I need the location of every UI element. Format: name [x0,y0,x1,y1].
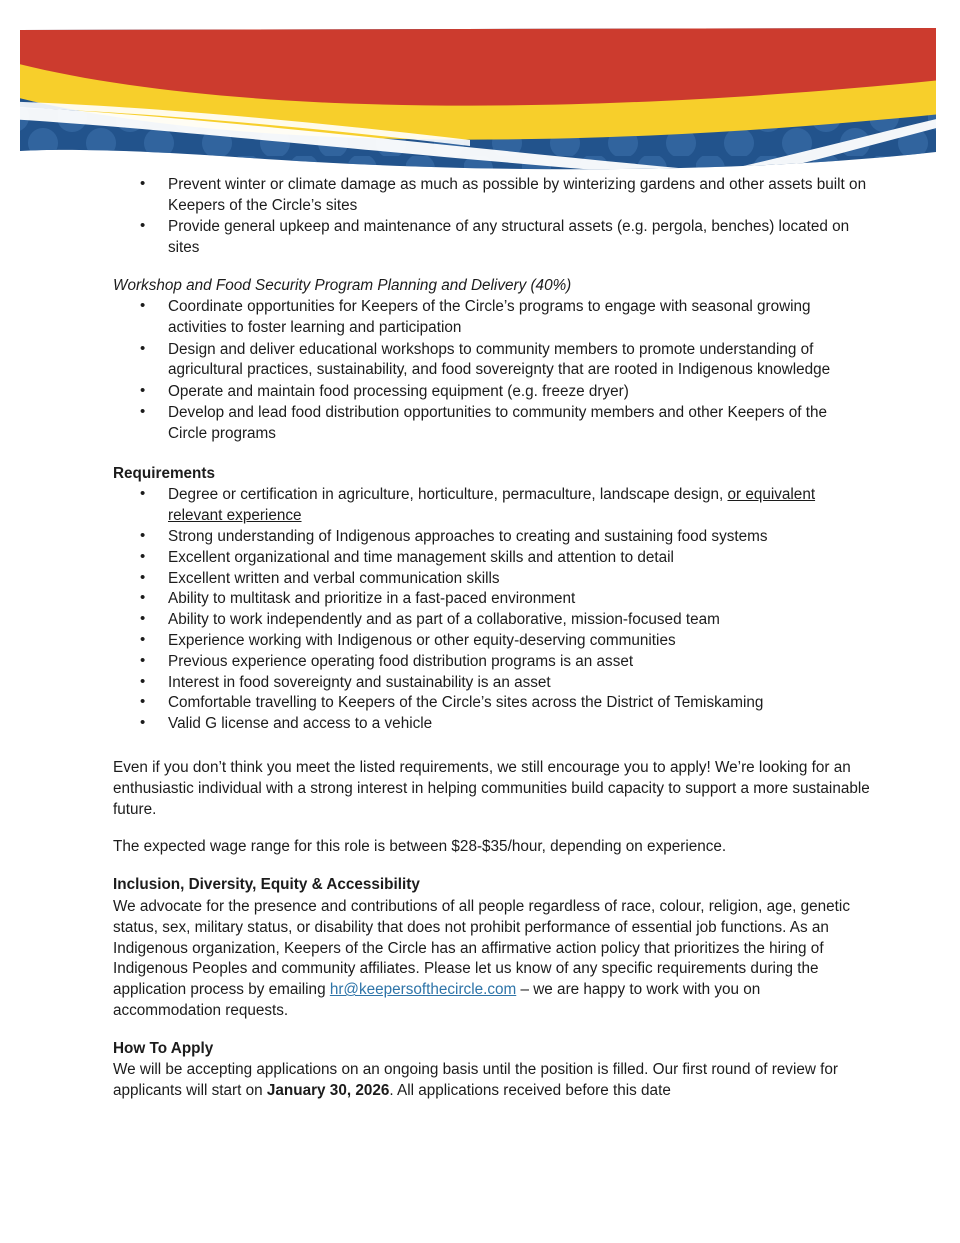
hr-email-link[interactable]: hr@keepersofthecircle.com [329,981,517,999]
list-item: • Excellent organizational and time management skills and attention to detail [113,548,870,569]
list-item: • Comfortable travelling to Keepers of the Circle’s sites across the District of Temiskaming [113,693,870,714]
apply-text-after-date: . All applications received before this date [389,1082,671,1100]
degree-text-underlined: or equivalent relevant experience [168,486,816,525]
workshop-bullet-list [113,297,870,444]
idea-text-after-email: – we are happy to work with you on accommodation requests. [113,981,761,1019]
list-item: • Interest in food sovereignty and sustainability is an asset [113,673,870,694]
encouragement-paragraph: Even if you don’t think you meet the listed requirements, we still encourage you to apply! We’re looking for an enthusiastic individual with a strong interest in helping communities build capacity to support a more sustainable future. [113,758,870,818]
spacer [113,858,870,875]
spacer [113,820,870,837]
document-content [113,175,870,1102]
first-review-date: January 30, 2026 [266,1082,390,1100]
list-item: • Develop and lead food distribution opportunities to community members and other Keepers of the Circle programs [113,403,870,445]
document-body [0,175,960,1102]
list-item: • Valid G license and access to a vehicle [113,714,870,735]
idea-paragraph [113,897,870,1022]
header-banner [0,0,960,175]
maintenance-bullet-list [113,175,870,259]
spacer [113,735,870,758]
list-item-degree [113,485,870,527]
list-item: • Prevent winter or climate damage as much as possible by winterizing gardens and other assets built on Keepers of the Circle’s sites [113,175,870,217]
how-to-apply-paragraph [113,1060,870,1102]
list-item: • Ability to multitask and prioritize in a fast-paced environment [113,589,870,610]
list-item: • Design and deliver educational workshops to community members to promote understanding of agricultural practices, sustainability, and food sovereignty that are rooted in Indigenous knowledge [113,340,870,382]
list-item: • Experience working with Indigenous or other equity-deserving communities [113,631,870,652]
apply-text-before-date: We will be accepting applications on an ongoing basis until the position is filled. Our first round of review for applicants will start on [113,1061,839,1100]
requirements-heading: Requirements [113,464,216,482]
list-item: • Strong understanding of Indigenous approaches to creating and sustaining food systems [113,527,870,548]
spacer [113,1022,870,1039]
list-item: • Operate and maintain food processing equipment (e.g. freeze dryer) [113,382,870,403]
list-item: • Previous experience operating food distribution programs is an asset [113,652,870,673]
idea-heading: Inclusion, Diversity, Equity & Accessibility [113,876,420,894]
list-item: • Ability to work independently and as part of a collaborative, mission-focused team [113,610,870,631]
degree-text-plain: Degree or certification in agriculture, horticulture, permaculture, landscape design, [168,486,728,504]
how-to-apply-heading: How To Apply [113,1039,214,1057]
workshop-section-heading: Workshop and Food Security Program Planning and Delivery (40%) [113,276,572,294]
list-item: • Provide general upkeep and maintenance of any structural assets (e.g. pergola, benches) located on sites [113,217,870,259]
list-item: • Excellent written and verbal communication skills [113,569,870,590]
header-banner-graphic [0,0,960,175]
list-item: • Coordinate opportunities for Keepers of the Circle’s programs to engage with seasonal growing activities to foster learning and participation [113,297,870,339]
requirements-bullet-list [113,485,870,735]
wage-paragraph: The expected wage range for this role is between $28-$35/hour, depending on experience. [113,838,727,856]
idea-text-before-email: We advocate for the presence and contributions of all people regardless of race, colour, religion, age, genetic status, sex, military status, or disability that does not prohibit performance of essential job functions. As an Indigenous organization, Keepers of the Circle has an affirmative action policy that prioritizes the hiring of Indigenous Peoples and community affiliates. Please let us know of any specific requirements during the application process by emailing [113,897,850,999]
